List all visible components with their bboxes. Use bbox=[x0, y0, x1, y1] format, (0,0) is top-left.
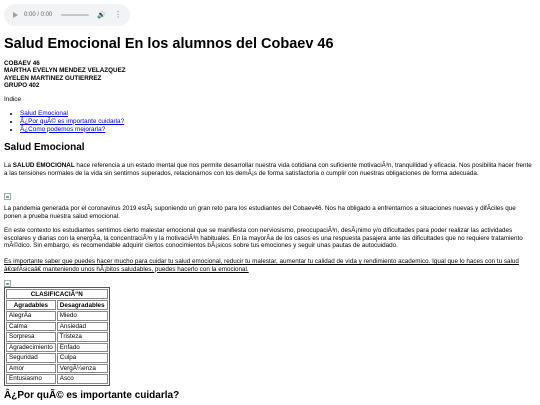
broken-image-icon bbox=[4, 280, 11, 287]
table-cell: Amor bbox=[6, 364, 56, 374]
classification-table bbox=[4, 287, 110, 386]
bold-term: SALUD EMOCIONAL bbox=[12, 162, 75, 169]
table-cell: Entusiasmo bbox=[6, 374, 56, 384]
table-cell: Sorpresa bbox=[6, 332, 56, 342]
table-header: Desagradables bbox=[57, 300, 108, 310]
more-options-icon[interactable]: ⋮ bbox=[114, 10, 123, 19]
authors-block bbox=[4, 60, 126, 90]
play-icon[interactable] bbox=[13, 12, 18, 18]
table-header: Agradables bbox=[6, 300, 56, 310]
page-title: Salud Emocional En los alumnos del Cobaev 46 bbox=[4, 36, 334, 52]
toc-link-por-que[interactable]: Â¿Por quÃ© es importante cuidarla? bbox=[20, 117, 125, 125]
toc-link-salud-emocional[interactable]: Salud Emocional bbox=[20, 110, 68, 117]
table-row bbox=[6, 364, 108, 374]
toc-item bbox=[20, 110, 124, 118]
table-of-contents bbox=[12, 110, 124, 133]
table-cell: Ansiedad bbox=[57, 322, 108, 332]
table-caption: CLASIFICACIÃ“N bbox=[6, 289, 108, 299]
table-row bbox=[6, 353, 108, 363]
volume-icon[interactable]: 🔊 bbox=[97, 12, 107, 19]
section-heading-salud-emocional: Salud Emocional bbox=[4, 142, 85, 153]
table-cell: Miedo bbox=[57, 311, 108, 321]
table-row bbox=[6, 332, 108, 342]
table-cell: Calma bbox=[6, 322, 56, 332]
author-line: GRUPO 402 bbox=[4, 82, 40, 90]
paragraph-text: hace referencia a un estado mental que nos permite desarrollar nuestra vida cotidiana con suficiente motivaciÃ³n, tranquilidad y eficacia. Nos posibilita hacer frente a las tensiones normales de la vida sin sentirnos superados, relacionarnos con los demÃ¡s de forma satisfactoria o cumplir con nuestras obligaciones de forma adecuada. bbox=[4, 162, 532, 177]
toc-link-como-mejorarla[interactable]: Â¿Como podemos mejorarla? bbox=[20, 125, 106, 133]
table-cell: Agradecimiento bbox=[6, 343, 56, 353]
audio-player[interactable] bbox=[4, 4, 130, 26]
audio-progress-track[interactable] bbox=[61, 14, 89, 16]
table-cell: Tristeza bbox=[57, 332, 108, 342]
paragraph-context: En este contexto los estudiantes sentimos cierto malestar emocional que se manifiesta con nerviosismo, preocupaciÃ³n, desÃ¡nimo y/o dificultades para poder realizar las actividades escolares y diarias con la energÃa, la concentraciÃ³n y la motivaciÃ³n habituales. En la mayorÃa de los casos es una respuesta pasajera ante las dificultades que no requiere tratamiento mÃ©dico. Sin embargo, es recomendable adquirir ciertos conocimientos bÃ¡sicos sobre tus emociones y seguir unas pautas de autocuidado. bbox=[4, 227, 523, 250]
table-row bbox=[6, 343, 108, 353]
table-cell: VergÃ¼enza bbox=[57, 364, 108, 374]
paragraph-pandemic: La pandemia generada por el coronavirus 2019 estÃ¡ suponiendo un gran reto para los estudiantes del Cobaev46. Nos ha obligado a enfrentarnos a situaciones nuevas y difÃciles que ponen a prueba nuestra salud emocional. bbox=[4, 205, 516, 220]
table-row bbox=[6, 374, 108, 384]
table-cell: Culpa bbox=[57, 353, 108, 363]
toc-item bbox=[20, 126, 124, 134]
section-heading-por-que: Â¿Por quÃ© es importante cuidarla? bbox=[4, 390, 180, 401]
index-label: Indice bbox=[4, 96, 22, 103]
table-cell: Seguridad bbox=[6, 353, 56, 363]
paragraph-definition bbox=[4, 162, 534, 177]
author-line: COBAEV 46 bbox=[4, 60, 40, 67]
table-cell: AlegrÃa bbox=[6, 311, 56, 321]
author-line: MARTHA EVELYN MENDEZ VELAZQUEZ bbox=[4, 67, 126, 75]
author-line: AYELEN MARTINEZ GUTIERREZ bbox=[4, 74, 102, 82]
paragraph-text: La bbox=[4, 162, 13, 169]
toc-item bbox=[20, 118, 124, 126]
table-row bbox=[6, 322, 108, 332]
paragraph-importance: Es importante saber que puedes hacer mucho para cuidar tu salud emocional, reducir tu malestar, aumentar tu calidad de vida y rendimiento academico. Igual que lo haces con tu salud â€œfÃsicaâ€ manteniendo unos hÃ¡bitos saludables, puedes hacerlo con la emocional. bbox=[4, 258, 519, 273]
table-row bbox=[6, 311, 108, 321]
table-cell: Enfado bbox=[57, 343, 108, 353]
broken-image-icon bbox=[4, 193, 11, 200]
audio-time: 0:00 / 0:00 bbox=[24, 12, 53, 18]
table-cell: Asco bbox=[57, 374, 108, 384]
